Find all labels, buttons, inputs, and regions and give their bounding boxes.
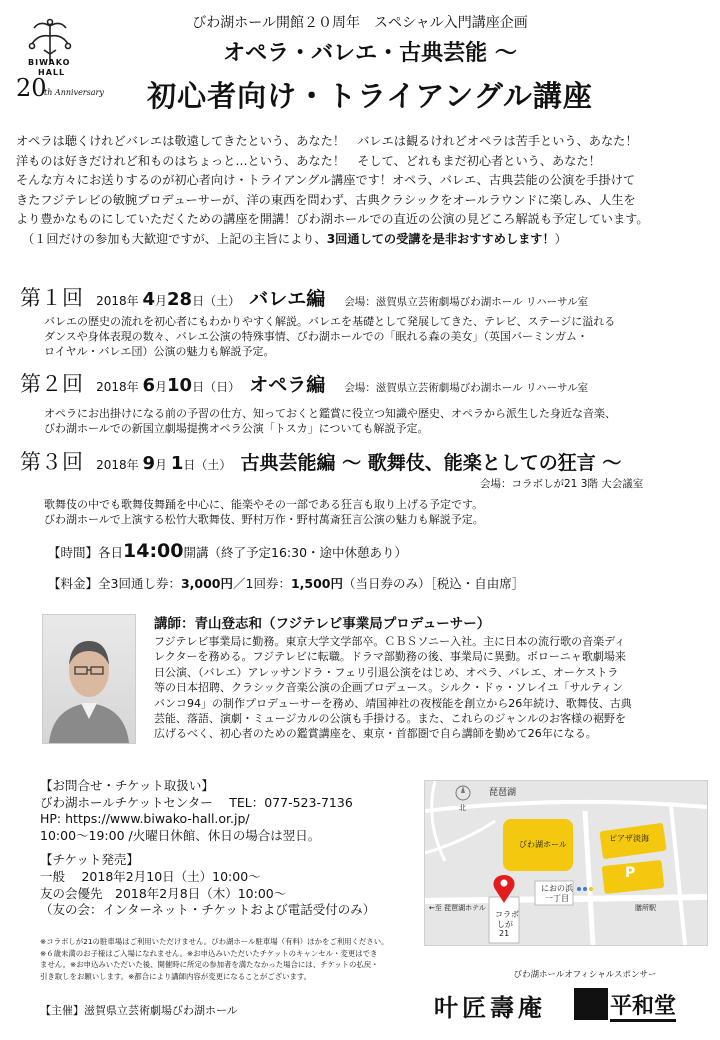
intro-line: 洋ものは好きだけれど和ものはちょっと…という、あなた！ そして、どれもまだ初心者という、あなた！: [16, 153, 601, 168]
session-day: 10: [167, 375, 193, 396]
session-number: 第３回: [20, 450, 83, 474]
intro-note: [16, 230, 711, 250]
session-number: 第２回: [20, 372, 83, 396]
session-1: [20, 282, 710, 359]
logo-anniversary-number: 20: [16, 74, 47, 102]
session-weekday: （日）: [204, 380, 241, 394]
time-rest: 開講（終了予定16:30・途中休憩あり）: [183, 545, 408, 560]
lecturer-bio-line: 芸能、落語、演劇・ミュージカルの公演も手掛ける。また、これらのジャンルのお客様の裾野を: [154, 712, 627, 726]
map-collabo-label-3: 21: [499, 929, 510, 938]
intro-line: そんな方々にお送りするのが初心者向け・トライアングル講座です！オペラ、バレエ、古典芸能の公演を手掛けて: [16, 173, 636, 188]
logo-text-hall: HALL: [38, 68, 66, 77]
sponsor-kanoshojuan: 叶匠壽庵: [434, 993, 546, 1022]
session-desc-line: びわ湖ホールでの新国立劇場提携オペラ公演「トスカ」についても解説予定。: [44, 422, 429, 435]
session-description: [44, 497, 710, 527]
lecturer-bio-line: 等の日本招聘、クラシック音楽公演の企画プロデュース。シルク・ドゥ・ソレイユ「サルティン: [154, 681, 624, 695]
lecturer-bio-line: 日公演、（バレエ）アレッサンドラ・フェリ引退公演をはじめ、オペラ、バレエ、オーケストラ: [154, 665, 619, 679]
lecturer-bio-line: 広げるべく、初心者のための鑑賞講座を、東京・首都圏で自ら講師を勤めて26年になる。: [154, 727, 597, 741]
month-unit: 月: [155, 294, 168, 308]
session-description: [44, 406, 710, 436]
note-line: ※コラボしが21の駐車場はご利用いただけません。びわ湖ホール駐車場（有料）ほかをご利用ください。: [40, 937, 389, 946]
fee-label: 【料金】全3回通し券：: [48, 576, 181, 591]
day-unit: 日: [192, 294, 205, 308]
map-hall-label: びわ湖ホール: [519, 840, 567, 849]
session-2: [20, 368, 710, 436]
intro-line: より豊かなものにしていただくための講座を開講！びわ湖ホールでの直近の公演の見どころ解説も予定しています。: [16, 212, 649, 227]
note-line: 引き取しをお願いします。※都合により講師内容が変更になることがございます。: [40, 971, 312, 981]
session-date: [96, 375, 241, 396]
lecturer-bio: [154, 634, 714, 742]
session-year: 2018年: [96, 380, 139, 394]
note-line: ません。※お申込みいただいた後、開催時に所定の参加者を満たなかった場合には、チケットの払戻・: [40, 960, 379, 970]
map-crossing-label-1: におの浜: [541, 884, 573, 893]
logo-text-biwako: BIWAKO: [28, 58, 71, 67]
intro-note-bold: 3回通しての受講を是非おすすめします！: [326, 231, 555, 246]
intro-line: オペラは聴くけれどバレエは敬遠してきたという、あなた！ バレエは観るけれどオペラは苦手という、あなた！: [16, 134, 638, 148]
session-month: 9: [142, 453, 155, 474]
session-venue: 会場：滋賀県立芸術劇場びわ湖ホール リハーサル室: [344, 382, 589, 394]
lecturer-photo: [42, 614, 136, 744]
session-number: 第１回: [20, 286, 83, 310]
session-month: 4: [142, 289, 155, 310]
map-lake-label: 琵琶湖: [489, 788, 517, 798]
map-crossing-label-2: 一丁目: [545, 894, 569, 903]
session-desc-line: ダンスや身体表現の数々、バレエ公演の特殊事情、びわ湖ホールでの「眠れる森の美女」（英国バーミンガム・: [44, 330, 589, 343]
map-piazza-label: ピアザ淡海: [609, 834, 649, 843]
session-desc-line: バレエの歴史の流れを初心者にもわかりやすく解説。バレエを基礎として発展してきた、テレビ、ステージに溢れる: [44, 315, 616, 328]
fee-sep: ／1回券：: [233, 576, 291, 591]
session-year: 2018年: [96, 294, 139, 308]
month-unit: 月: [155, 380, 168, 394]
lecturer-bio-line: レクターを務める。フジテレビに転職。ドラマ部勤務の後、事業局に異動。ボローニャ歌劇場来: [154, 650, 626, 664]
map-parking-label: P: [625, 865, 636, 881]
sale-general: 一般 2018年2月10日（土）10:00～: [40, 868, 261, 884]
lecturer-bio-line: フジテレビ事業局に勤務。東京大学文学部卒。ＣＢＳソニー入社。主に日本の流行歌の音楽ディ: [154, 635, 626, 648]
lecturer-portrait-icon: [43, 615, 135, 743]
map-station-label: 膳所駅: [635, 904, 656, 912]
time-label: 【時間】各日: [48, 545, 124, 560]
session-title: 古典芸能編 ～ 歌舞伎、能楽としての狂言 ～: [240, 452, 622, 474]
sale-members-note: （友の会：インターネット・チケットおよび電話受付のみ）: [40, 902, 376, 918]
session-date: [96, 453, 232, 474]
session-title: バレエ編: [249, 288, 326, 310]
map-graphic: [425, 781, 707, 945]
access-map[interactable]: [424, 780, 708, 946]
session-description: [44, 314, 710, 359]
contact-heading: 【お問合せ・チケット取扱い】: [40, 778, 214, 793]
month-unit: 月: [155, 458, 168, 472]
session-desc-line: ロイヤル・バレエ団）公演の魅力も解説予定。: [44, 345, 275, 358]
day-unit: 日: [183, 458, 196, 472]
lecturer-bio-line: バンコ94」の制作プロデューサーを務め、靖国神社の夜桜能を創立から26年続け、歌舞伎、古典: [154, 696, 632, 710]
time-info: [48, 540, 407, 562]
session-3-heading: [20, 446, 710, 476]
session-desc-line: オペラにお出掛けになる前の予習の仕方、知っておくと鑑賞に役立つ知識や歴史、オペラから派生した身近な音楽、: [44, 407, 616, 420]
header-title-line2: 初心者向け・トライアングル講座: [147, 79, 593, 113]
session-title: オペラ編: [249, 374, 326, 396]
fee-full: 3,000円: [180, 576, 234, 591]
map-hotel-label: ←至 琵琶湖ホテル: [429, 904, 486, 912]
note-line: ※６歳未満のお子様はご入場になれません。※お申込みいただいたチケットのキャンセル・変更はでき: [40, 948, 378, 958]
logo-anniversary-text: th Anniversary: [44, 88, 104, 97]
session-desc-line: びわ湖ホールで上演する松竹大歌舞伎、野村万作・野村萬斎狂言公演の魅力も解説予定。: [44, 513, 484, 526]
session-1-heading: [20, 282, 710, 312]
lecturer-name: 講師：青山登志和（フジテレビ事業局プロデューサー）: [154, 616, 491, 632]
biwako-hall-20th-logo: [14, 14, 104, 102]
fee-info: [48, 574, 524, 592]
sponsor-heiwado-name: 平和堂: [610, 994, 676, 1022]
intro-note-post: ）: [554, 231, 567, 246]
map-collabo-label-2: しが: [497, 920, 513, 929]
start-time: 14:00: [123, 540, 184, 562]
header-pretitle: びわ湖ホール開館２０周年 スペシャル入門講座企画: [192, 15, 528, 31]
session-month: 6: [142, 375, 155, 396]
session-day: 1: [170, 453, 184, 474]
session-year: 2018年: [96, 458, 139, 472]
sale-members: 友の会優先 2018年2月8日（木）10:00～: [40, 885, 287, 901]
heiwado-logo-icon: [574, 988, 608, 1020]
organizer: 【主催】滋賀県立芸術劇場びわ湖ホール: [40, 1004, 238, 1017]
session-venue: 会場：コラボしが21 3階 大会議室: [480, 478, 644, 490]
session-day: 28: [167, 289, 193, 310]
session-desc-line: 歌舞伎の中でも歌舞伎舞踊を中心に、能楽やその一部である狂言も取り上げる予定です。: [44, 498, 484, 511]
intro-note-pre: （１回だけの参加も大歓迎ですが、上記の主旨により、: [22, 231, 327, 246]
session-2-heading: [20, 368, 710, 398]
session-3: [20, 446, 710, 527]
homepage-link[interactable]: HP: https://www.biwako-hall.or.jp/: [40, 811, 250, 827]
intro-line: きたフジテレビの敏腕プロデューサーが、洋の東西を問わず、古典クラシックをオールラウンドに楽しみ、人生を: [16, 192, 636, 207]
day-unit: 日: [192, 380, 205, 394]
fee-rest: （当日券のみ）［税込・自由席］: [343, 576, 525, 591]
intro-text: [16, 132, 711, 250]
ticket-center: びわ湖ホールチケットセンター TEL：077-523-7136: [40, 794, 353, 810]
contact-section: [40, 778, 375, 919]
map-north-label: 北: [459, 804, 466, 812]
fee-single: 1,500円: [290, 576, 344, 591]
header-title-line1: オペラ・バレエ・古典芸能 ～: [223, 41, 517, 66]
map-collabo-label-1: コラボ: [495, 910, 519, 919]
sponsor-heiwado: [574, 988, 676, 1020]
sponsor-label: びわ湖ホールオフィシャルスポンサー: [513, 970, 657, 980]
session-weekday: （土）: [195, 458, 232, 472]
lecturer-section: [154, 612, 714, 742]
session-date: [96, 289, 241, 310]
session-weekday: （土）: [204, 294, 241, 308]
business-hours: 10:00～19:00 /火曜日休館、休日の場合は翌日。: [40, 827, 321, 843]
sales-heading: 【チケット発売】: [40, 852, 139, 868]
notes: [40, 936, 430, 982]
session-venue: 会場：滋賀県立芸術劇場びわ湖ホール リハーサル室: [344, 296, 589, 308]
